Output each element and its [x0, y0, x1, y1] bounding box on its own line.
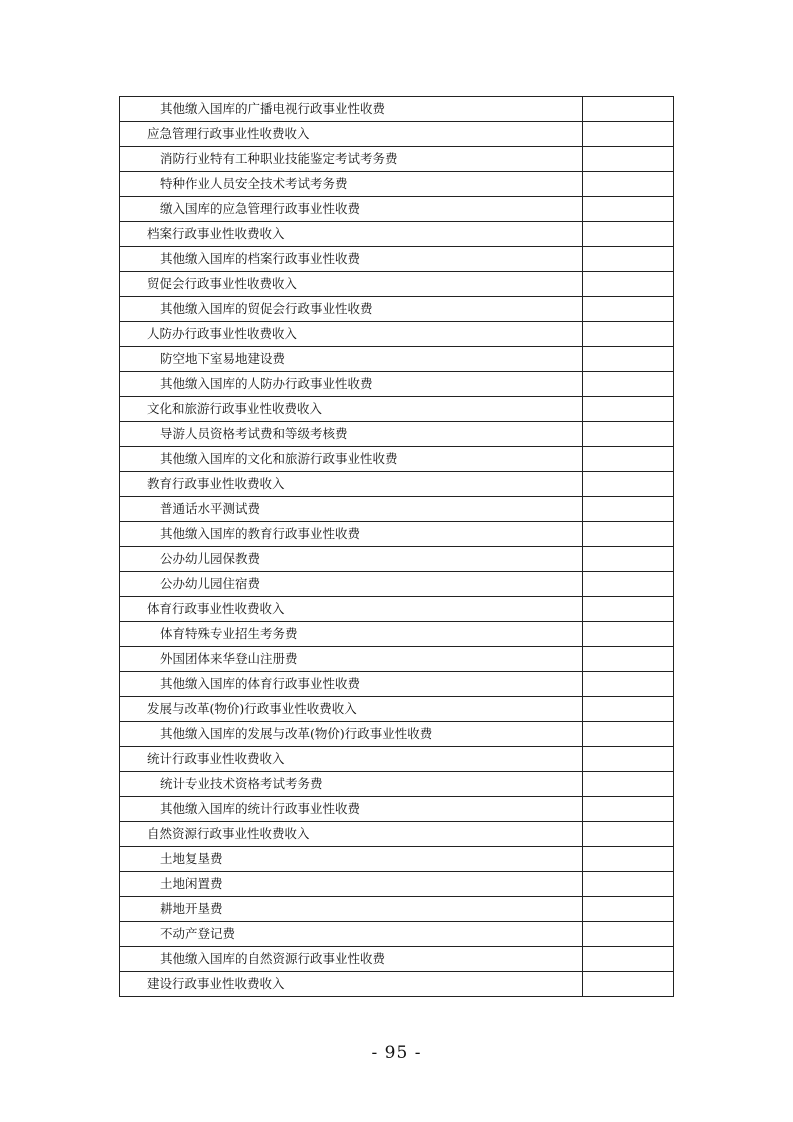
- value-cell: [583, 697, 674, 722]
- table-row: [120, 222, 674, 247]
- item-name-cell: 其他缴入国库的发展与改革(物价)行政事业性收费: [120, 722, 583, 747]
- table-row: [120, 397, 674, 422]
- table-row: [120, 747, 674, 772]
- item-name-cell: 其他缴入国库的自然资源行政事业性收费: [120, 947, 583, 972]
- table-row: [120, 347, 674, 372]
- item-name-cell: 其他缴入国库的人防办行政事业性收费: [120, 372, 583, 397]
- table-row: [120, 97, 674, 122]
- value-cell: [583, 372, 674, 397]
- table-row: [120, 872, 674, 897]
- item-name-cell: 其他缴入国库的档案行政事业性收费: [120, 247, 583, 272]
- item-name-cell: 特种作业人员安全技术考试考务费: [120, 172, 583, 197]
- table-row: [120, 622, 674, 647]
- item-name-cell: 普通话水平测试费: [120, 497, 583, 522]
- item-name-cell: 教育行政事业性收费收入: [120, 472, 583, 497]
- item-name-cell: 耕地开垦费: [120, 897, 583, 922]
- table-row: [120, 247, 674, 272]
- item-name-cell: 导游人员资格考试费和等级考核费: [120, 422, 583, 447]
- table-row: [120, 172, 674, 197]
- value-cell: [583, 622, 674, 647]
- value-cell: [583, 422, 674, 447]
- table-row: [120, 297, 674, 322]
- value-cell: [583, 722, 674, 747]
- item-name-cell: 统计行政事业性收费收入: [120, 747, 583, 772]
- value-cell: [583, 797, 674, 822]
- value-cell: [583, 897, 674, 922]
- value-cell: [583, 122, 674, 147]
- item-name-cell: 档案行政事业性收费收入: [120, 222, 583, 247]
- table-row: [120, 722, 674, 747]
- value-cell: [583, 672, 674, 697]
- value-cell: [583, 272, 674, 297]
- table-row: [120, 972, 674, 997]
- table-row: [120, 197, 674, 222]
- table-row: [120, 922, 674, 947]
- value-cell: [583, 872, 674, 897]
- value-cell: [583, 772, 674, 797]
- table-row: [120, 147, 674, 172]
- value-cell: [583, 247, 674, 272]
- item-name-cell: 应急管理行政事业性收费收入: [120, 122, 583, 147]
- value-cell: [583, 397, 674, 422]
- page-number: - 95 -: [371, 1043, 422, 1063]
- item-name-cell: 防空地下室易地建设费: [120, 347, 583, 372]
- value-cell: [583, 97, 674, 122]
- value-cell: [583, 447, 674, 472]
- value-cell: [583, 747, 674, 772]
- revenue-items-table: [119, 96, 674, 997]
- value-cell: [583, 347, 674, 372]
- item-name-cell: 其他缴入国库的教育行政事业性收费: [120, 522, 583, 547]
- value-cell: [583, 522, 674, 547]
- table-row: [120, 597, 674, 622]
- value-cell: [583, 597, 674, 622]
- value-cell: [583, 222, 674, 247]
- table-row: [120, 272, 674, 297]
- value-cell: [583, 472, 674, 497]
- value-cell: [583, 547, 674, 572]
- item-name-cell: 其他缴入国库的广播电视行政事业性收费: [120, 97, 583, 122]
- value-cell: [583, 322, 674, 347]
- value-cell: [583, 172, 674, 197]
- item-name-cell: 体育特殊专业招生考务费: [120, 622, 583, 647]
- value-cell: [583, 572, 674, 597]
- value-cell: [583, 947, 674, 972]
- item-name-cell: 消防行业特有工种职业技能鉴定考试考务费: [120, 147, 583, 172]
- item-name-cell: 体育行政事业性收费收入: [120, 597, 583, 622]
- item-name-cell: 发展与改革(物价)行政事业性收费收入: [120, 697, 583, 722]
- table-row: [120, 947, 674, 972]
- table-row: [120, 847, 674, 872]
- table-row: [120, 322, 674, 347]
- value-cell: [583, 922, 674, 947]
- table-row: [120, 372, 674, 397]
- item-name-cell: 公办幼儿园住宿费: [120, 572, 583, 597]
- table-body: [120, 97, 674, 997]
- table-row: [120, 822, 674, 847]
- table-row: [120, 572, 674, 597]
- table-row: [120, 497, 674, 522]
- value-cell: [583, 197, 674, 222]
- value-cell: [583, 822, 674, 847]
- table-row: [120, 522, 674, 547]
- item-name-cell: 贸促会行政事业性收费收入: [120, 272, 583, 297]
- value-cell: [583, 647, 674, 672]
- table-row: [120, 897, 674, 922]
- item-name-cell: 公办幼儿园保教费: [120, 547, 583, 572]
- table-row: [120, 647, 674, 672]
- value-cell: [583, 847, 674, 872]
- item-name-cell: 统计专业技术资格考试考务费: [120, 772, 583, 797]
- value-cell: [583, 972, 674, 997]
- item-name-cell: 其他缴入国库的文化和旅游行政事业性收费: [120, 447, 583, 472]
- table-row: [120, 422, 674, 447]
- item-name-cell: 土地复垦费: [120, 847, 583, 872]
- value-cell: [583, 147, 674, 172]
- item-name-cell: 其他缴入国库的体育行政事业性收费: [120, 672, 583, 697]
- item-name-cell: 建设行政事业性收费收入: [120, 972, 583, 997]
- value-cell: [583, 497, 674, 522]
- table-row: [120, 472, 674, 497]
- table-row: [120, 797, 674, 822]
- item-name-cell: 其他缴入国库的贸促会行政事业性收费: [120, 297, 583, 322]
- item-name-cell: 土地闲置费: [120, 872, 583, 897]
- item-name-cell: 外国团体来华登山注册费: [120, 647, 583, 672]
- item-name-cell: 人防办行政事业性收费收入: [120, 322, 583, 347]
- table-row: [120, 547, 674, 572]
- value-cell: [583, 297, 674, 322]
- table-row: [120, 672, 674, 697]
- item-name-cell: 不动产登记费: [120, 922, 583, 947]
- item-name-cell: 自然资源行政事业性收费收入: [120, 822, 583, 847]
- item-name-cell: 文化和旅游行政事业性收费收入: [120, 397, 583, 422]
- item-name-cell: 其他缴入国库的统计行政事业性收费: [120, 797, 583, 822]
- item-name-cell: 缴入国库的应急管理行政事业性收费: [120, 197, 583, 222]
- table-row: [120, 122, 674, 147]
- table-row: [120, 447, 674, 472]
- table-row: [120, 772, 674, 797]
- table-row: [120, 697, 674, 722]
